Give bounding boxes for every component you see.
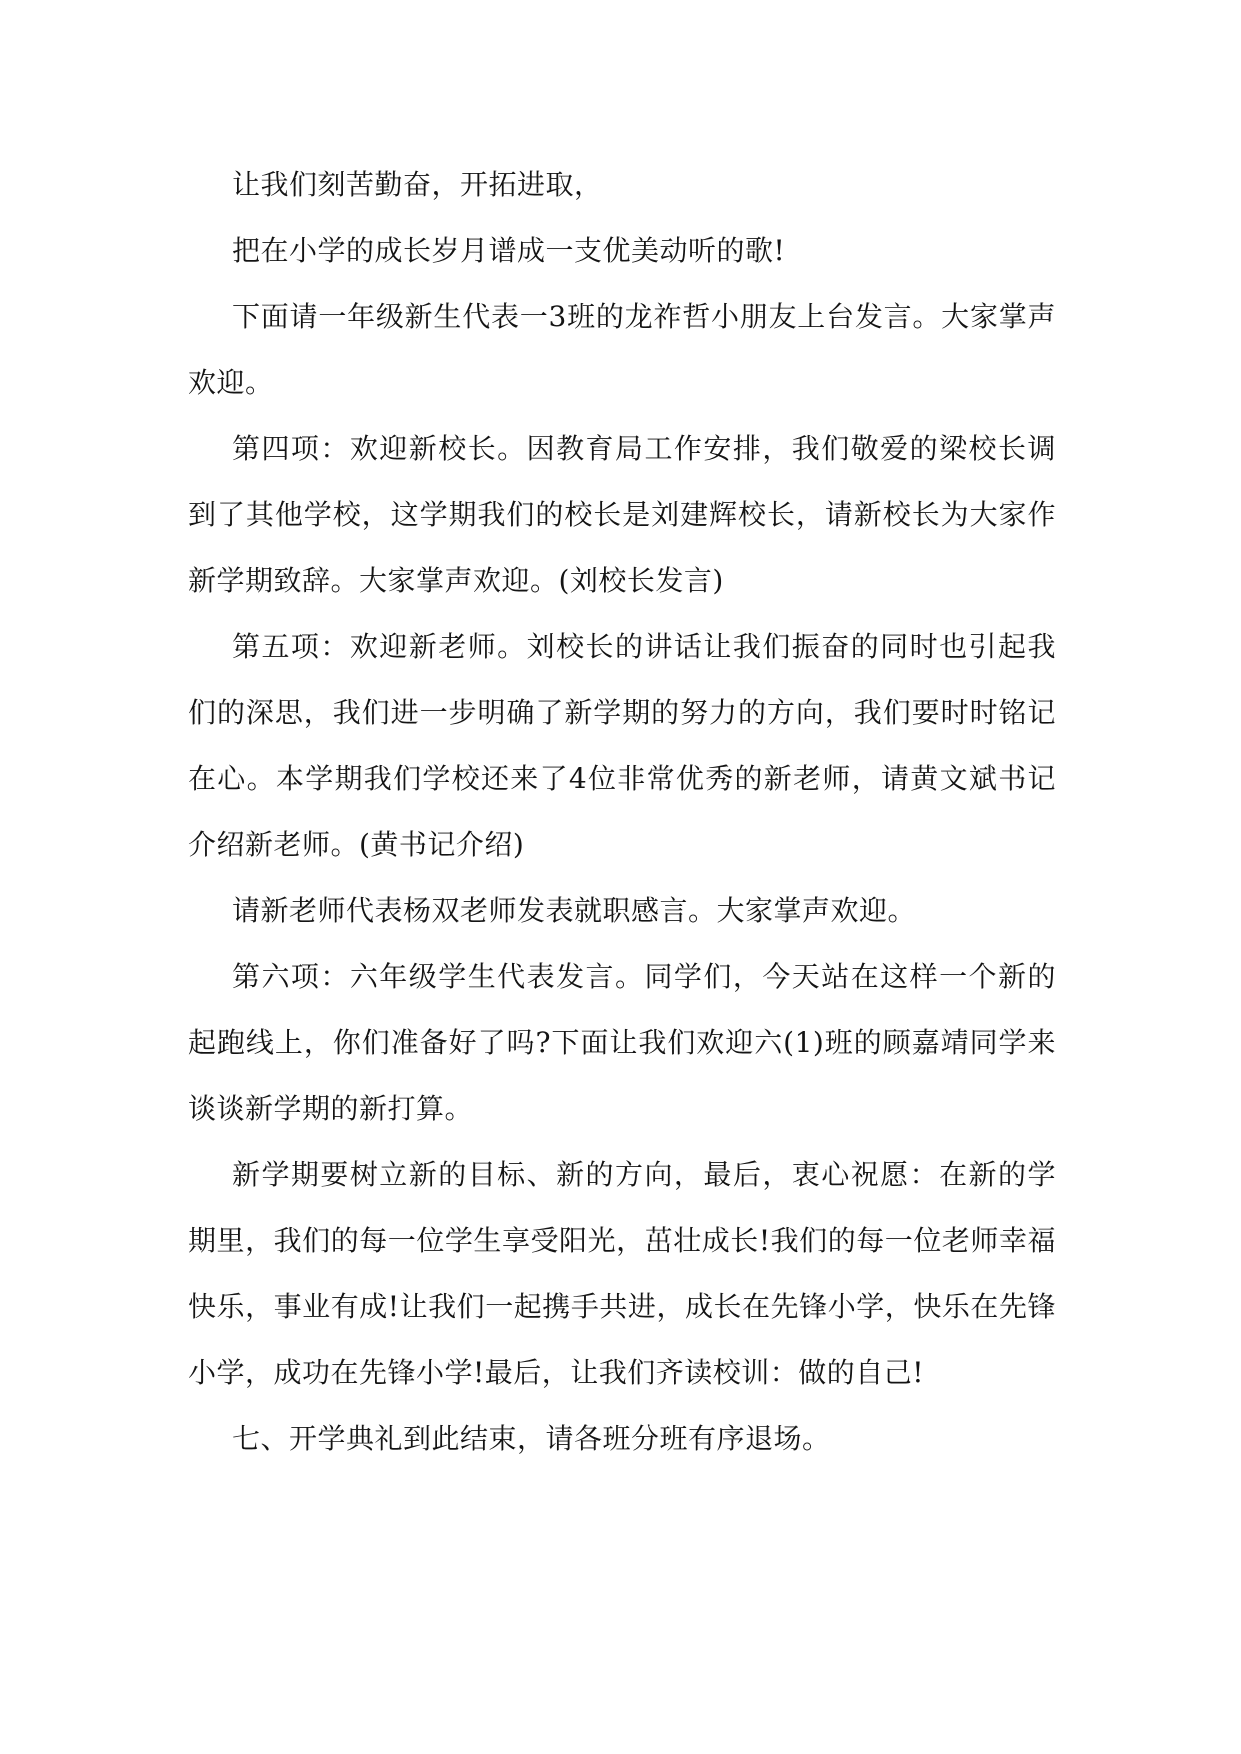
paragraph-2: 把在小学的成长岁月谱成一支优美动听的歌!	[232, 234, 786, 267]
paragraph-5: 第五项：欢迎新老师。刘校长的讲话让我们振奋的同时也引起我们的深思，我们进一步明确了新学期的努力的方向，我们要时时铭记在心。本学期我们学校还来了4位非常优秀的新老师，请黄文斌书记介绍新老师。(黄书记介绍)	[188, 630, 1056, 861]
document-body	[188, 152, 1056, 1472]
paragraph-1: 让我们刻苦勤奋，开拓进取，	[232, 168, 603, 201]
paragraph-3: 下面请一年级新生代表一3班的龙祚哲小朋友上台发言。大家掌声欢迎。	[188, 300, 1056, 399]
paragraph-8: 新学期要树立新的目标、新的方向，最后，衷心祝愿：在新的学期里，我们的每一位学生享受阳光，茁壮成长!我们的每一位老师幸福快乐，事业有成!让我们一起携手共进，成长在先锋小学，快乐在先锋小学，成功在先锋小学!最后，让我们齐读校训：做的自己!	[188, 1158, 1056, 1389]
paragraph-6: 请新老师代表杨双老师发表就职感言。大家掌声欢迎。	[232, 894, 917, 927]
paragraph-7: 第六项：六年级学生代表发言。同学们，今天站在这样一个新的起跑线上，你们准备好了吗?下面让我们欢迎六(1)班的顾嘉靖同学来谈谈新学期的新打算。	[188, 960, 1056, 1125]
paragraph-9: 七、开学典礼到此结束，请各班分班有序退场。	[232, 1422, 831, 1455]
paragraph-4: 第四项：欢迎新校长。因教育局工作安排，我们敬爱的梁校长调到了其他学校，这学期我们的校长是刘建辉校长，请新校长为大家作新学期致辞。大家掌声欢迎。(刘校长发言)	[188, 432, 1056, 597]
